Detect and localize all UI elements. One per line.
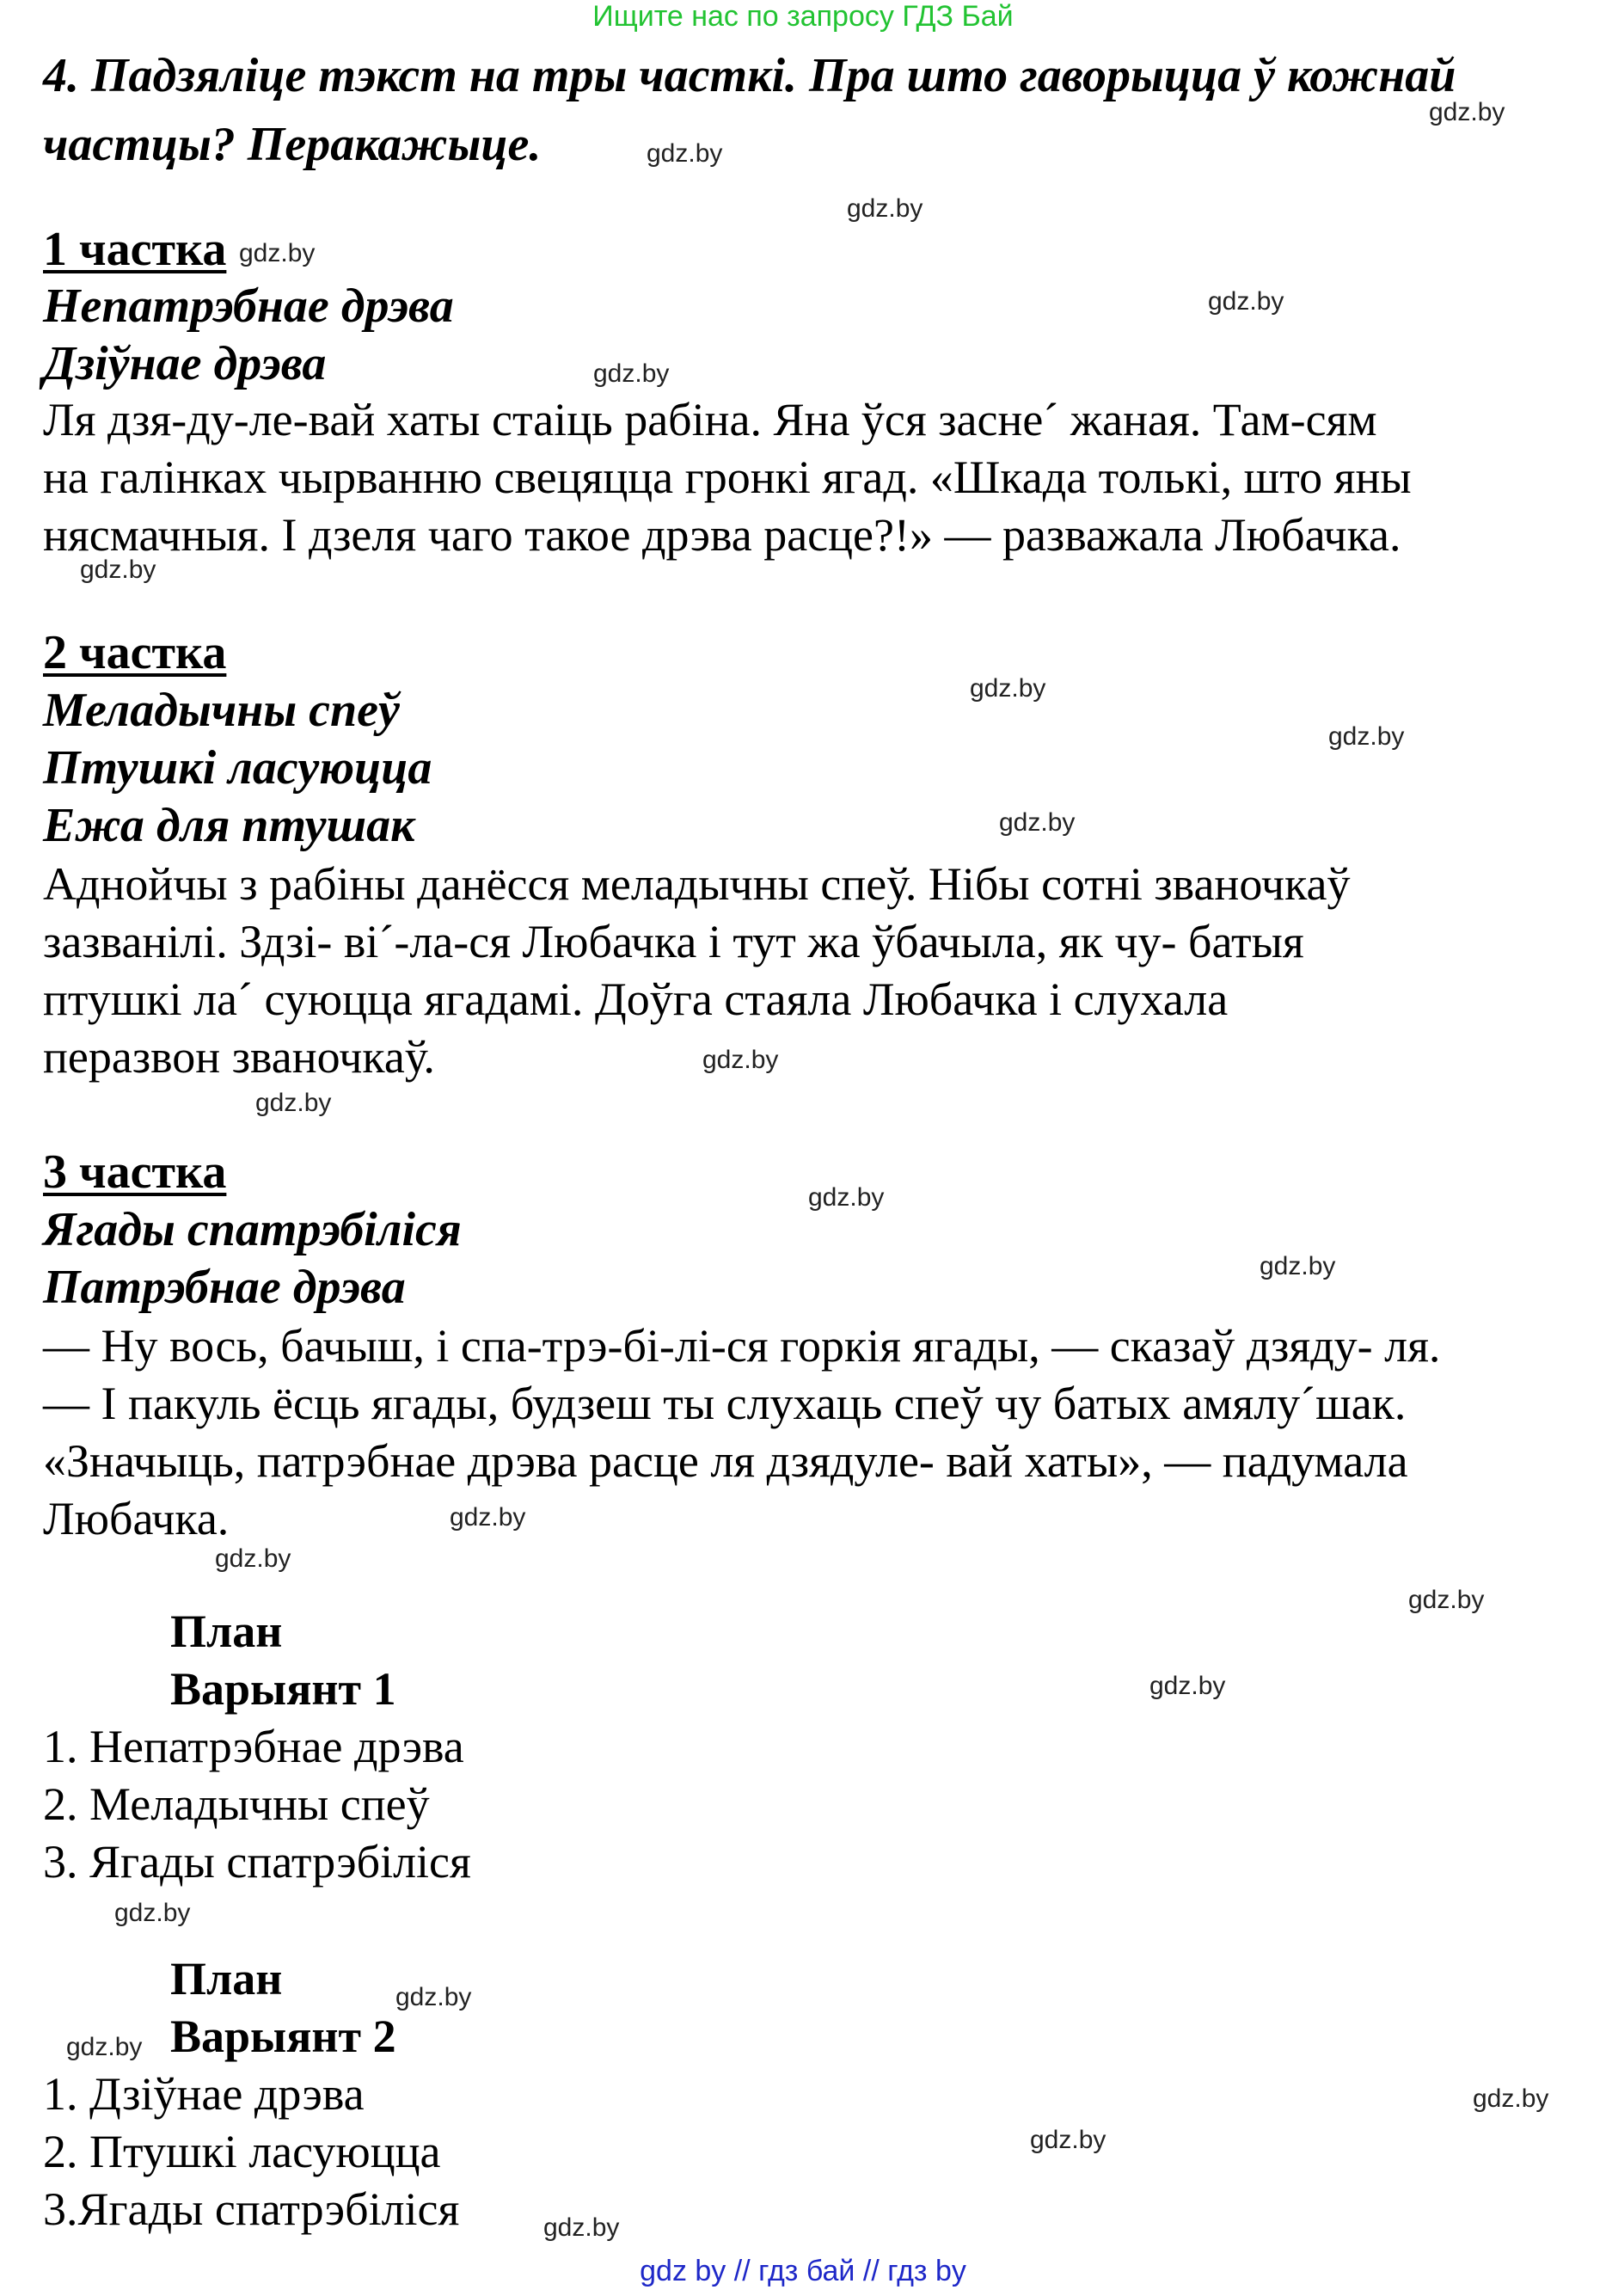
watermark: gdz.by <box>808 1183 885 1212</box>
plan-2-item: 3.Ягады спатрэбіліся <box>43 2183 460 2235</box>
part-2-title-2: Птушкі ласуюцца <box>43 741 432 795</box>
watermark: gdz.by <box>999 808 1076 837</box>
watermark: gdz.by <box>1328 722 1405 751</box>
plan-1-label: План <box>170 1605 283 1657</box>
plan-2-item: 1. Дзіўнае дрэва <box>43 2068 365 2120</box>
part-2-title-1: Меладычны спеў <box>43 684 400 737</box>
task-statement: 4. Падзяліце тэкст на тры часткі. Пра што гаворыцца ў кожнай частцы? Перакажыце. <box>43 49 1456 171</box>
part-2-line: Аднойчы з рабіны данёсся меладычны спеў. Нібы сотні званочкаў <box>43 858 1351 910</box>
part-3-title-2: Патрэбнае дрэва <box>43 1261 406 1314</box>
part-3-line: Любачка. <box>43 1493 230 1544</box>
watermark: gdz.by <box>702 1046 779 1074</box>
part-3-line: — І пакуль ёсць ягады, будзеш ты слухаць спеў чу батых амялу´шак. <box>43 1378 1407 1429</box>
part-2-heading: 2 частка <box>43 626 227 679</box>
watermark: gdz.by <box>239 239 316 267</box>
part-3-line: «Значыць, патрэбнае дрэва расце ля дзядуле- вай хаты», — падумала <box>43 1435 1408 1487</box>
part-1-line: нясмачныя. І дзеля чаго такое дрэва расце?!» — разважала Любачка. <box>43 509 1401 561</box>
plan-1-item: 2. Меладычны спеў <box>43 1778 430 1830</box>
plan-1-variant: Варыянт 1 <box>170 1663 396 1715</box>
watermark: gdz.by <box>215 1544 291 1573</box>
watermark: gdz.by <box>543 2213 620 2242</box>
part-3-title-1: Ягады спатрэбіліся <box>43 1203 462 1256</box>
part-2-text <box>43 856 1565 1086</box>
watermark: gdz.by <box>970 674 1046 703</box>
part-1-text <box>43 391 1565 564</box>
part-1-heading: 1 частка <box>43 223 227 276</box>
watermark: gdz.by <box>395 1983 472 2011</box>
part-1-title-2: Дзіўнае дрэва <box>43 337 327 390</box>
part-2-line: перазвон званочкаў. <box>43 1031 435 1083</box>
part-3-text <box>43 1317 1565 1548</box>
top-banner[interactable]: Ищите нас по запросу ГДЗ Бай <box>592 0 1014 33</box>
watermark: gdz.by <box>1030 2126 1106 2154</box>
plan-2-label: План <box>170 1953 283 2004</box>
watermark: gdz.by <box>255 1089 332 1117</box>
plan-2-item: 2. Птушкі ласуюцца <box>43 2126 441 2177</box>
plan-1-item: 3. Ягады спатрэбіліся <box>43 1836 471 1888</box>
part-2-line: птушкі ла´ суюцца ягадамі. Доўга стаяла Любачка і слухала <box>43 973 1229 1025</box>
part-1-title-1: Непатрэбнае дрэва <box>43 279 454 333</box>
watermark: gdz.by <box>1149 1672 1226 1700</box>
watermark: gdz.by <box>114 1899 191 1927</box>
plan-1-item: 1. Непатрэбнае дрэва <box>43 1721 464 1772</box>
watermark: gdz.by <box>593 359 670 388</box>
watermark: gdz.by <box>1429 98 1505 126</box>
watermark: gdz.by <box>647 139 723 168</box>
part-3-heading: 3 частка <box>43 1145 227 1199</box>
part-3-line: — Ну вось, бачыш, і спа-трэ-бі-лі-ся горкія ягады, — сказаў дзяду- ля. <box>43 1320 1441 1372</box>
plan-2-variant: Варыянт 2 <box>170 2011 396 2062</box>
part-2-title-3: Ежа для птушак <box>43 799 415 852</box>
watermark: gdz.by <box>80 556 156 584</box>
watermark: gdz.by <box>66 2033 143 2061</box>
watermark: gdz.by <box>1408 1586 1485 1614</box>
watermark: gdz.by <box>1208 287 1284 316</box>
watermark: gdz.by <box>1260 1252 1336 1280</box>
part-1-line: Ля дзя-ду-ле-вай хаты стаіць рабіна. Яна ўся засне´ жаная. Там-сям <box>43 394 1377 445</box>
part-1-line: на галінках чырванню свецяцца гронкі ягад. «Шкада толькі, што яны <box>43 451 1412 503</box>
watermark: gdz.by <box>450 1503 526 1532</box>
watermark: gdz.by <box>847 194 923 223</box>
bottom-banner[interactable]: gdz by // гдз бай // гдз by <box>640 2255 966 2287</box>
part-2-line: зазванілі. Здзі- ві´-ла-ся Любачка і тут жа ўбачыла, як чу- батыя <box>43 916 1304 967</box>
watermark: gdz.by <box>1473 2084 1549 2113</box>
